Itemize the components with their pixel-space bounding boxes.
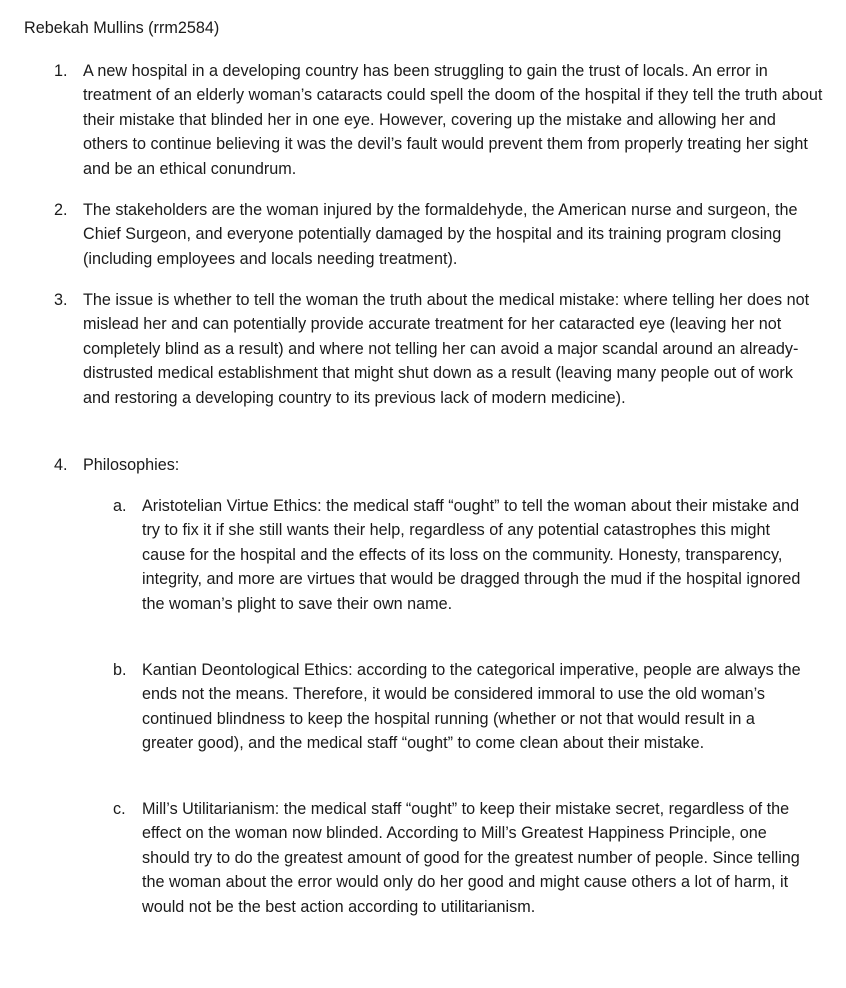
list-item-number: 2. [54,201,68,219]
list-item-text: The stakeholders are the woman injured by the formaldehyde, the American nurse and surgeon, the Chief Surgeon, and everyone potentially damaged by the hospital and its training program closing (including employees and locals needing treatment). [83,201,798,268]
list-item-text: The issue is whether to tell the woman the truth about the medical mistake: where telling her does not mislead her and can potentially provide accurate treatment for her cataracted eye (leaving her not completely blind as a result) and where not telling her can avoid a major scandal around an already-distrusted medical establishment that might shut down as a result (leaving many people out of work and restoring a developing country to its previous lack of modern medicine). [83,291,810,407]
sub-list-item-text: Mill’s Utilitarianism: the medical staff “ought” to keep their mistake secret, regardless of the effect on the woman now blinded. According to Mill’s Greatest Happiness Principle, one should try to do the greatest amount of good for the greatest number of people. Since telling the woman about the error would only do her good and might cause others a lot of harm, it would not be the best action according to utilitarianism. [142,800,800,916]
list-item-text: Philosophies: [83,456,180,474]
list-item-text: A new hospital in a developing country has been struggling to gain the trust of locals. An error in treatment of an elderly woman’s cataracts could spell the doom of the hospital if they tell the truth about their mistake that blinded her in one eye. However, covering up the mistake and allowing her and others to continue believing it was the devil’s fault would prevent them from properly treating her sight and be an ethical conundrum. [83,62,823,178]
list-item-number: 4. [54,456,68,474]
sub-list-item-letter: a. [113,497,127,515]
sub-list-item-letter: b. [113,661,127,679]
list-item-number: 1. [54,62,68,80]
author-name: Rebekah Mullins (rrm2584) [24,19,220,37]
sub-list-item-text: Kantian Deontological Ethics: according to the categorical imperative, people are always the ends not the means. Therefore, it would be considered immoral to use the old woman’s continued blindness to keep the hospital running (whether or not that would result in a greater good), and the medical staff “ought” to come clean about their mistake. [142,661,801,753]
sub-list-item-letter: c. [113,800,126,818]
list-item-number: 3. [54,291,68,309]
sub-list-item-text: Aristotelian Virtue Ethics: the medical staff “ought” to tell the woman about their mistake and try to fix it if she still wants their help, regardless of any potential catastrophes this might cause for the hospital and the effects of its loss on the community. Honesty, transparency, integrity, and more are virtues that would be dragged through the mud if the hospital ignored the woman’s plight to save their own name. [142,497,801,613]
